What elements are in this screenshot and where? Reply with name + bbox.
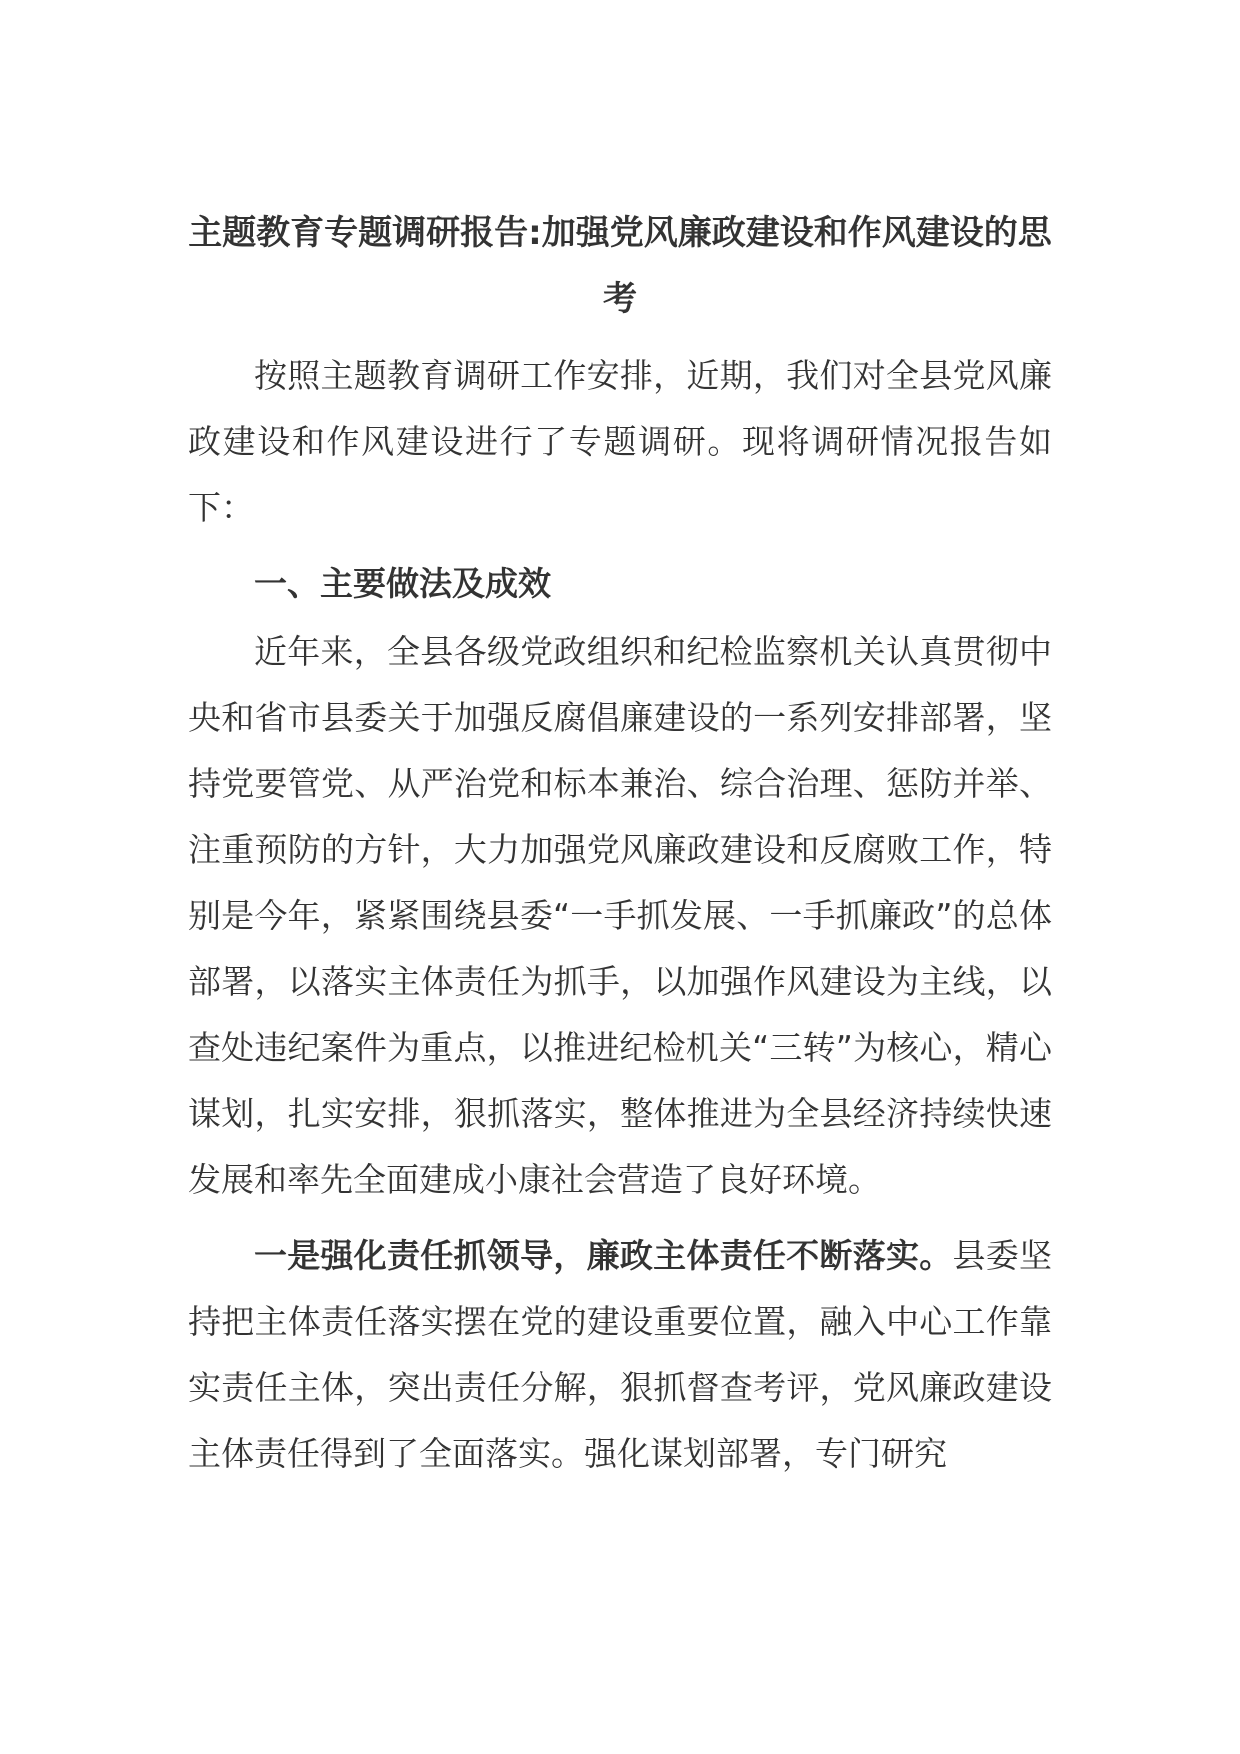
paragraph-continuation: 县委坚持把主体责任落实摆在党的建设重要位置，融入中心工作靠实责任主体，突出责任分解，狠抓督查考评，党风廉政建设主体责任得到了全面落实。强化谋划部署，专门研究 <box>188 1236 1053 1473</box>
paragraph-lead-sentence: 一是强化责任抓领导，廉政主体责任不断落实。 <box>254 1236 953 1275</box>
document-body <box>188 343 1052 1497</box>
document-title: 主题教育专题调研报告:加强党风廉政建设和作风建设的思考 <box>188 213 1052 319</box>
body-paragraph-with-lead <box>188 1223 1052 1487</box>
section-heading: 一、主要做法及成效 <box>254 564 551 603</box>
intro-paragraph: 按照主题教育调研工作安排，近期，我们对全县党风廉政建设和作风建设进行了专题调研。现将调研情况报告如下： <box>188 356 1052 527</box>
body-paragraph: 近年来，全县各级党政组织和纪检监察机关认真贯彻中央和省市县委关于加强反腐倡廉建设的一系列安排部署，坚持党要管党、从严治党和标本兼治、综合治理、惩防并举、注重预防的方针，大力加强党风廉政建设和反腐败工作，特别是今年，紧紧围绕县委“一手抓发展、一手抓廉政”的总体部署，以落实主体责任为抓手，以加强作风建设为主线，以查处违纪案件为重点，以推进纪检机关“三转”为核心，精心谋划，扎实安排，狠抓落实，整体推进为全县经济持续快速发展和率先全面建成小康社会营造了良好环境。 <box>188 632 1052 1199</box>
